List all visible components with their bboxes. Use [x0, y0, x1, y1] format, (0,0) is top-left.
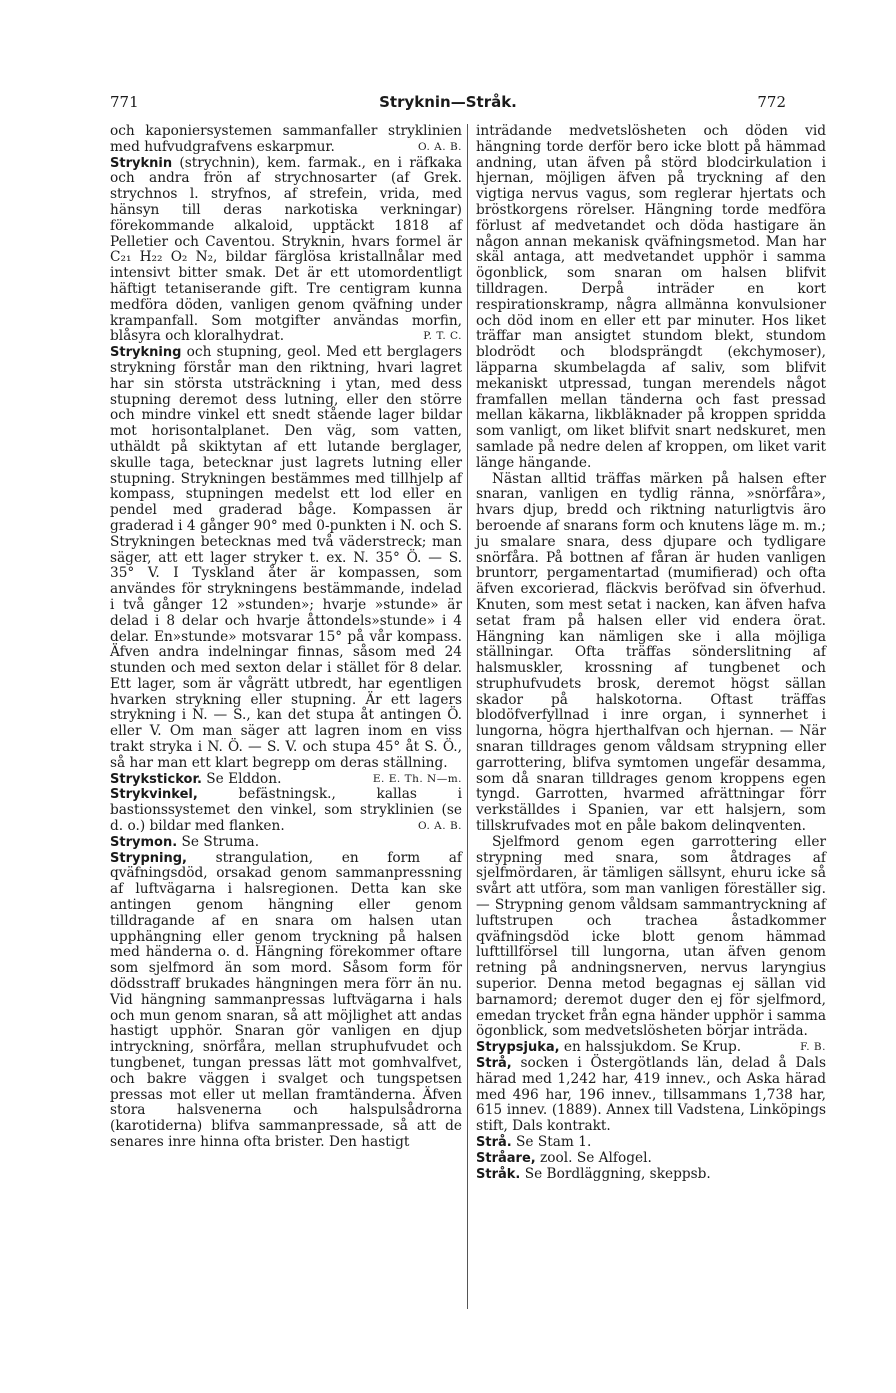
entry	[476, 1167, 826, 1183]
author-signature: F. B.	[800, 1041, 826, 1054]
entry-text: och stupning, geol. Med ett berglagers strykning förstår man den riktning, hvari lagret har sin största utsträckning i ytan, med dess stupning deremot dess lutning, eller den större och mindre vinkel ett snedt stående lager bildar mot horisontalplanet. Den väg, som vatten, uthäldt på skiktytan af ett lutande berglager, skulle taga, betecknar just lagrets lutning eller stupning. Strykningen bestämmes med tillhjelp af kompass, stupningen medelst ett lod eller en pendel med graderad båge. Kompassen är graderad i 4 gånger 90° med 0-punkten i N. och S. Strykningen betecknas med två väderstreck; man säger, att ett lager stryker t. ex. N. 35° Ö. — S. 35° V. I Tyskland åter är kompassen, som användes för strykningens bestämmande, indelad i två gånger 12 »stunden»; hvarje »stunde» är delad i 8 delar och hvarje åttondels»stunde» i 4 delar. En»stunde» motsvarar 15° på vår kompass. Äfven andra indelningar finnas, såsom med 24 stunden och med sexton delar i stället för 8 delar. Ett lager, som är vågrätt utbredt, har egentligen hvarken strykning eller stupning. Är ett lagers strykning i N. — S., kan det stupa åt antingen Ö. eller V. Om man säger att lagren inom en viss trakt stryka i N. Ö. — S. V. och stupa 45° åt S. Ö., så har man ett klart begrepp om deras ställning.	[110, 344, 462, 771]
entry	[476, 1135, 826, 1151]
entry-text: inträdande medvetslösheten och döden vid hängning torde derför bero icke blott på hämmad andning, utan äfven på störd blodcirkulation i hjernan, möjligen äfven på tryckning af den vigtiga nervus vagus, som reglerar hjertats och bröstkorgens rörelser. Hängning torde medföra förlust af medvetandet och döda hastigare än någon annan mekanisk qväfningsmetod. Man har skäl antaga, att medvetandet upphör i samma ögonblick, som snaran om halsen blifvit tilldragen. Derpå inträder en kort respirationskramp, några allmänna konvulsioner och död inom en eller ett par minuter. Hos liket träffar man ansigtet stundom blekt, stundom blodrödt och blodsprängdt (ekchymoser), läpparna skumbelagda af saliv, som blifvit mekaniskt utpressad, tungan merendels något framfallen mellan tänderna och fast pressad mellan käkarna, likbläknader på kroppen spridda som vanligt, om liket blifvit snart nedskuret, men samlade på nedre delen af kroppen, om liket varit länge hängande.	[476, 123, 826, 471]
author-signature: E. E. Th. N—m.	[372, 772, 462, 785]
entry-text: Nästan alltid träffas märken på halsen efter snaran, vanligen en tydlig ränna, »snörfåra», hvars djup, bredd och riktning naturligtvis äro beroende af snarans form och knutens läge m. m.; ju smalare snara, dess djupare och tydligare snörfåra. På bottnen af fåran är huden vanligen bruntorr, pergamentartad (mumifierad) och ofta äfven excorierad, fläckvis beröfvad sin öfverhud. Knuten, som mest setat i nacken, kan äfven hafva setat fram på halsen eller vid endera örat. Hängning kan nämligen ske i alla möjliga ställningar. Ofta träffas sönderslitning af halsmuskler, krossning af tungbenet och struphufvudets brosk, deremot högst sällan skador på halskotorna. Oftast träffas blodöfverfyllnad i inre organ, i synnerhet i lungorna, högra hjerthalfvan och hjernan. — När snaran tilldrages genom våldsam strypning eller garrottering, blifva symtomen ungefär desamma, som då snaran tilldrages genom kroppens egen tyngd. Garrotten, hvarmed afrättningar förr verkställdes i Spanien, var ett halsjern, som tillskrufvades mot en påle bakom delinqventen.	[476, 470, 826, 835]
page-number-right: 772	[757, 93, 786, 111]
entry-text: Se Struma.	[177, 833, 260, 850]
headword: Stråare,	[476, 1150, 536, 1166]
entry	[110, 851, 462, 1151]
entry	[110, 156, 462, 346]
headword: Strymon.	[110, 834, 178, 850]
headword: Strypsjuka,	[476, 1040, 560, 1056]
entry-text: och kaponiersystemen sammanfaller stryklinien med hufvudgrafvens eskarpmur.	[110, 123, 462, 155]
entry-text: Se Elddon.	[201, 770, 282, 787]
headword: Strå.	[476, 1135, 512, 1150]
entry	[110, 787, 462, 834]
entry	[476, 1151, 826, 1167]
entry-text: (strychnin), kem. farmak., en i räfkaka och andra frön af strychnosarter (af Grek. strychnos l. stryfnos, af strefein, vrida, med hänsyn till deras narkotiska verkningar) förekommande alkaloid, upptäckt 1818 af Pelletier och Caventou. Stryknin, hvars formel är C₂₁ H₂₂ O₂ N₂, bildar färglösa kristallnålar med intensivt bitter smak. Det är ett utomordentligt häftigt tetaniserande gift. Tre centigram kunna medföra döden, vanligen genom qväfning under krampanfall. Som motgifter användas morfin, blåsyra och kloralhydrat.	[110, 154, 462, 345]
author-signature: O. A. B.	[418, 820, 462, 833]
entry	[110, 124, 462, 156]
entry	[476, 1056, 826, 1135]
author-signature: O. A. B.	[418, 140, 462, 153]
headword: Stråk.	[476, 1166, 521, 1182]
entry-text: en halssjukdom. Se Krup.	[559, 1039, 742, 1056]
entry-text: strangulation, en form af qväfningsdöd, orsakad genom sammanpressning af luftvägarna i halsregionen. Detta kan ske antingen genom hängning eller genom tilldragande af en snara om halsen utan upphängning eller genom tryckning på halsen med händerna o. d. Hängning förekommer oftare som sjelfmord än som mord. Såsom form för dödsstraff brukades hängningen mera förr än nu. Vid hängning sammanpressas luftvägarna i hals och mun genom snaran, så att möjlighet att andas hastigt upphör. Snaran gör vanligen en djup intryckning, snörfåra, mellan struphufvudet och tungbenet, tungan pressas lätt mot gomhvalfvet, och bakre väggen i svalget och tungspetsen pressas mot eller ut mellan framtänderna. Äfven stora halsvenerna och halspulsådrorna (karotiderna) blifva sammanpressade, så att de senares inre hinna ofta brister. Den hastigt	[110, 849, 462, 1150]
author-signature: P. T. C.	[423, 330, 462, 343]
page-number-left: 771	[110, 93, 139, 111]
entry	[476, 472, 826, 835]
column-divider	[467, 124, 468, 1309]
entry-text: Se Stam 1.	[511, 1134, 592, 1150]
headword: Strykning	[110, 345, 182, 361]
page-header	[110, 93, 786, 113]
entry	[110, 835, 462, 851]
entry-text: Sjelfmord genom egen garrottering eller strypning med snara, som åtdrages af sjelfmördaren, är tämligen sällsynt, ehuru icke så svårt att utföra, som man vanligen föreställer sig. — Strypning genom våldsam sammantryckning af luftstrupen och trachea åstadkommer qväfningsdöd icke blott genom hämmad lufttillförsel till lungorna, utan äfven genom retning på andningsnerven, nervus laryngius superior. Denna metod begagnas ej sällan vid barnamord; deremot duger den ej för sjelfmord, emedan trycket från egna händer upphör i samma ögonblick, som medvetslösheten börjar inträda.	[476, 833, 826, 1040]
right-column	[476, 124, 826, 1182]
headword: Strykvinkel,	[110, 787, 198, 803]
entry-text: Se Bordläggning, skeppsb.	[520, 1165, 711, 1182]
entry-text: zool. Se Alfogel.	[535, 1149, 652, 1166]
headword: Strykstickor.	[110, 771, 202, 787]
headword: Strå,	[476, 1056, 512, 1072]
headword: Stryknin	[110, 155, 173, 171]
headword: Strypning,	[110, 850, 187, 866]
entry-text: socken i Östergötlands län, delad å Dals härad med 1,242 har, 419 innev., och Aska härad med 496 har, 196 innev., tillsammans 1,738 har, 615 innev. (1889). Annex till Vadstena, Linköpings stift, Dals kontrakt.	[476, 1055, 826, 1135]
running-title: Stryknin—Stråk.	[379, 93, 517, 111]
entry-text: befästningsk., kallas i bastionssystemet den vinkel, som stryklinien (se d. o.) bildar med flanken.	[110, 786, 462, 835]
left-column	[110, 124, 462, 1151]
entry	[476, 124, 826, 472]
entry	[476, 1040, 826, 1056]
